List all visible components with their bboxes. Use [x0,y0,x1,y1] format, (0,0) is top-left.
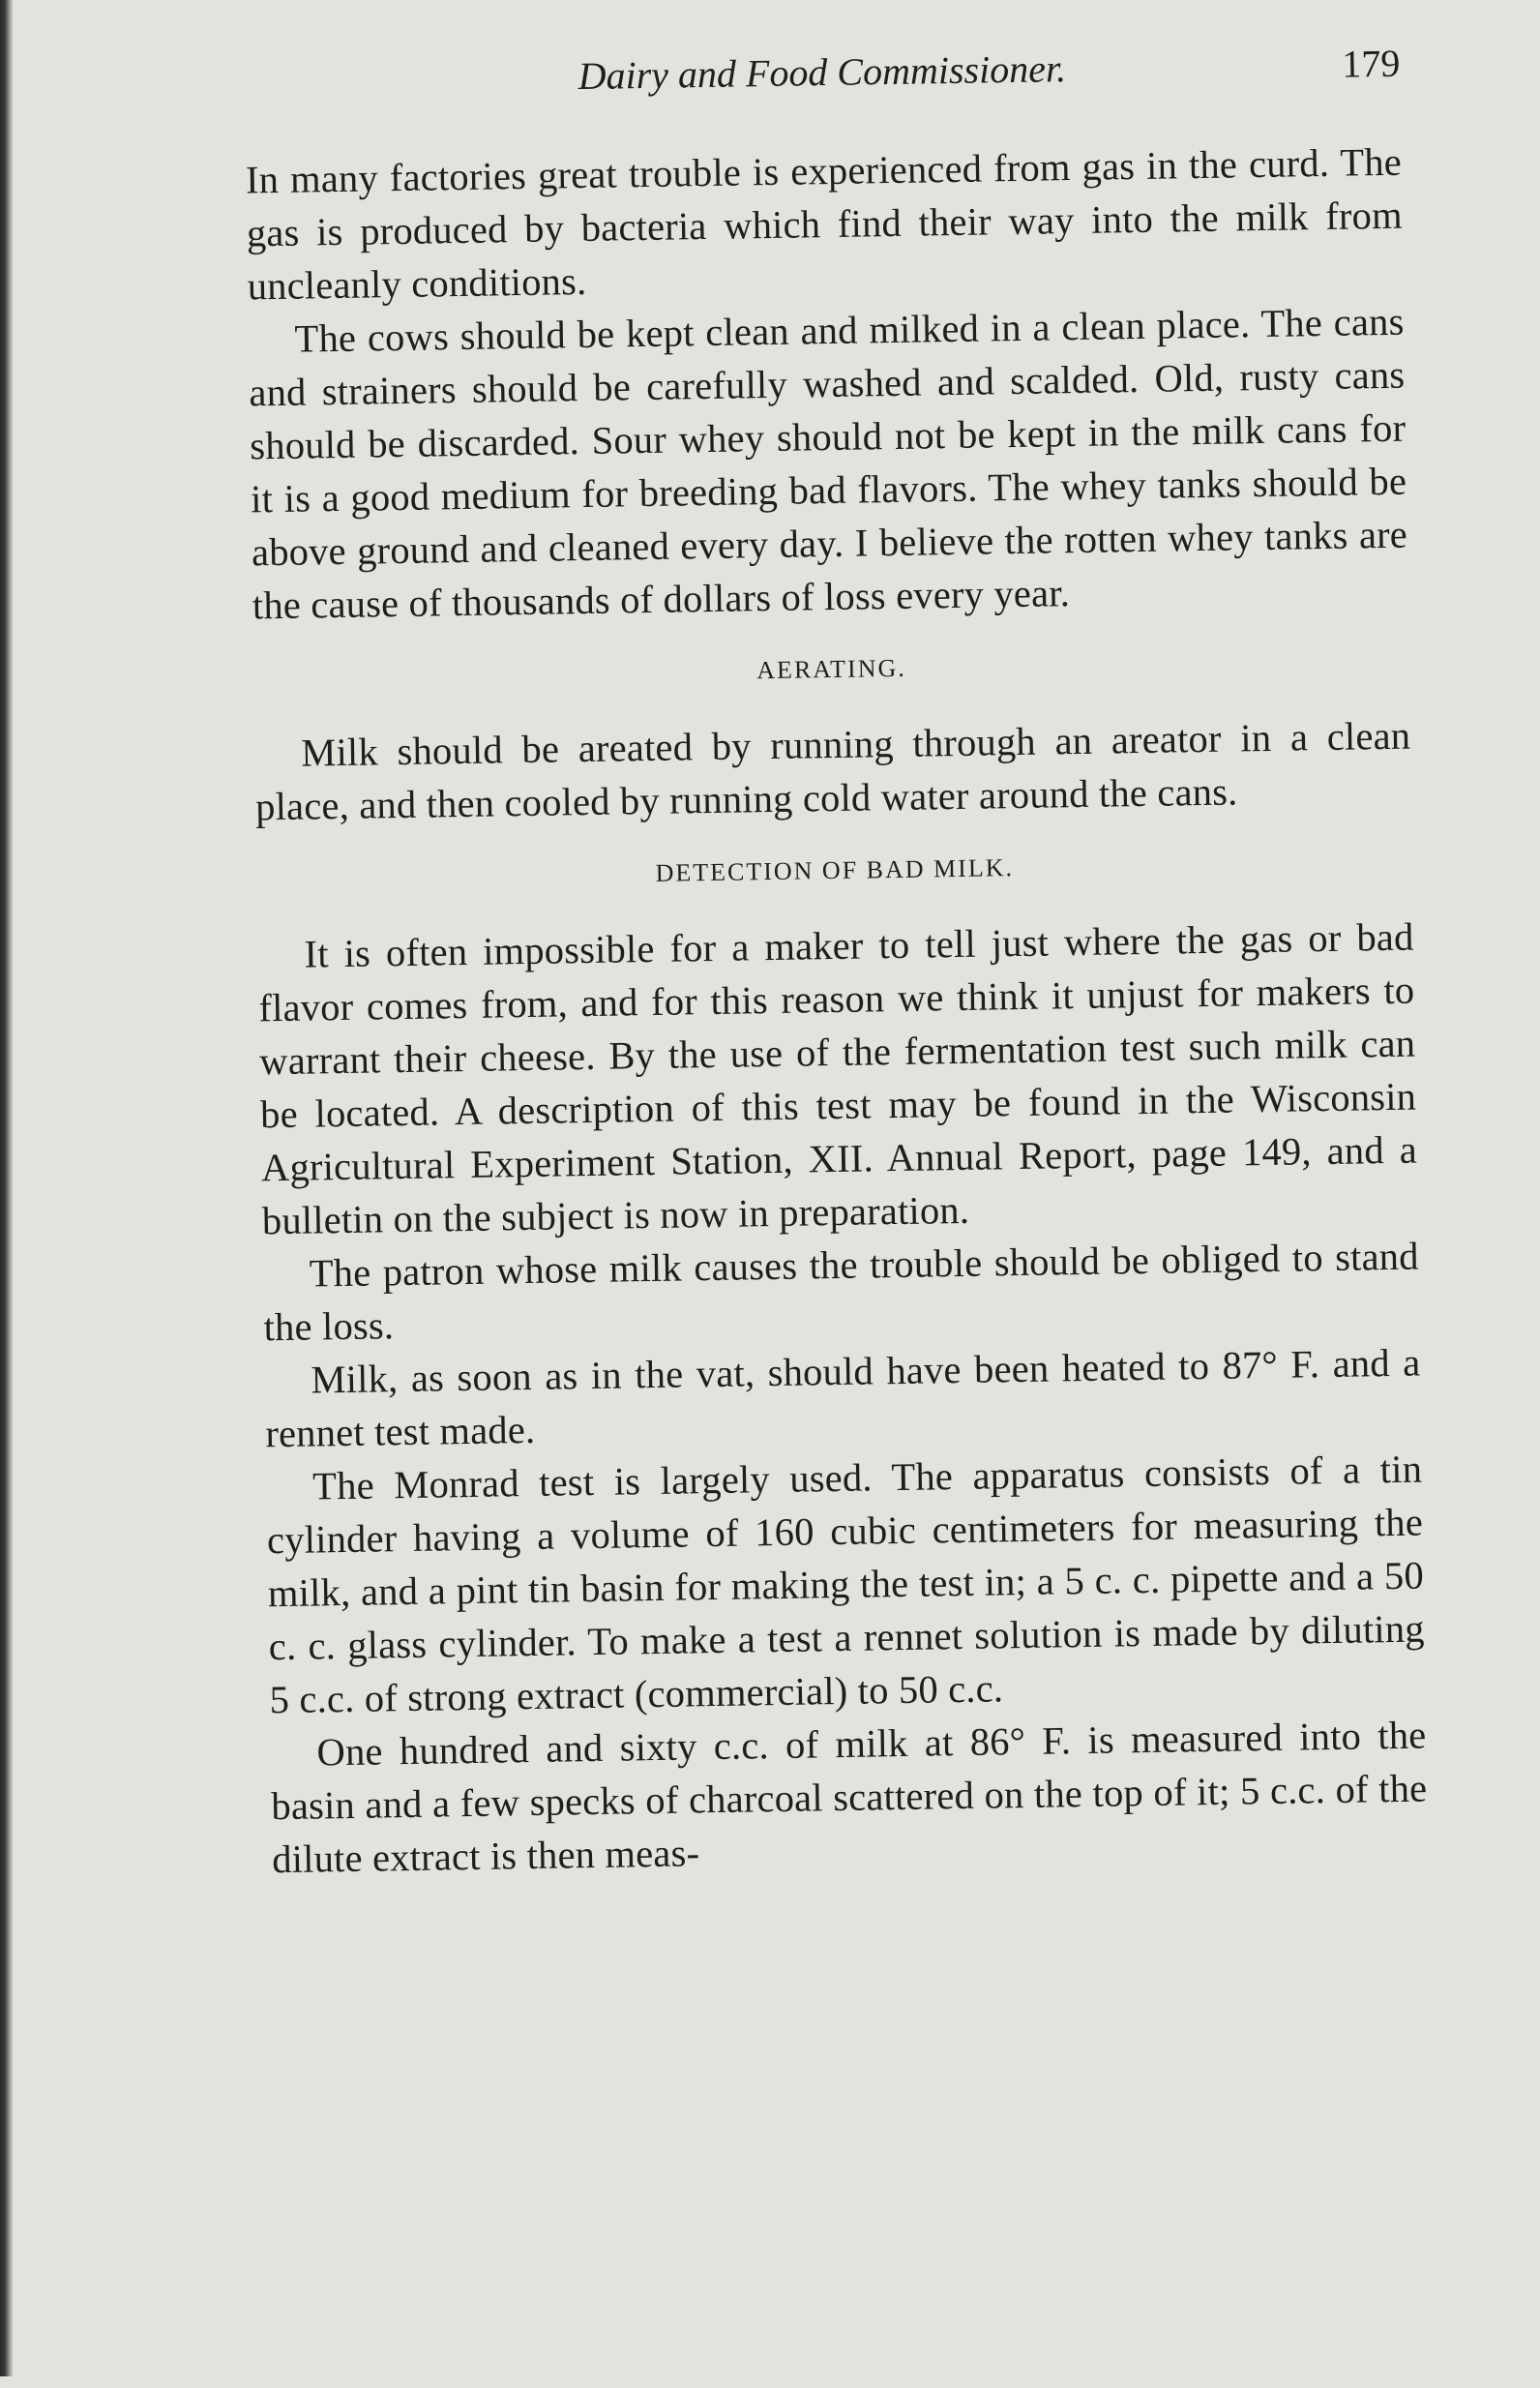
section-heading-detection-of-bad-milk: DETECTION OF BAD MILK. [655,853,1015,887]
paragraph: The cows should be kept clean and milked in a clean place. The cans and strainers should be carefully washed and scalded. Old, rusty cans should be discarded. Sour whey should not be kept in the milk cans for it is a good medium for breeding bad flavors. The whey tanks should be above ground and cleaned every day. I believe the rotten whey tanks are the cause of thousands of dollars of loss every year. [249,299,1408,628]
page-body [246,135,1429,1887]
paragraph: Milk, as soon as in the vat, should have been heated to 87° F. and a rennet test made. [265,1340,1421,1456]
page-header [244,41,1401,117]
paragraph: One hundred and sixty c.c. of milk at 86° F. is measured into the basin and a few specks of charcoal scattered on the top of it; 5 c.c. of the dilute extract is then meas- [271,1713,1428,1882]
running-title: Dairy and Food Commissioner. [578,46,1067,99]
paragraph: The patron whose milk causes the trouble should be obliged to stand the loss. [263,1234,1419,1350]
paragraph: In many factories great trouble is experienced from gas in the curd. The gas is produced by bacteria which find their way into the milk from uncleanly conditions. [245,139,1404,309]
section-heading-aerating: AERATING. [756,653,906,685]
paragraph: Milk should be areated by running through an areator in a clean place, and then cooled by running cold water around the cans. [254,713,1411,829]
page-number: 179 [1341,41,1401,86]
paragraph: The Monrad test is largely used. The apparatus consists of a tin cylinder having a volume of 160 cubic centimeters for measuring the milk, and a pint tin basin for making the test in; a 5 c. c. pipette and a 50 c. c. glass cylinder. To make a test a rennet solution is made by diluting 5 c.c. of strong extract (commercial) to 50 c.c. [266,1447,1426,1722]
paragraph: It is often impossible for a maker to tell just where the gas or bad flavor comes from, and for this reason we think it unjust for makers to warrant their cheese. By the use of the fermentation test such milk can be located. A description of this test may be found in the Wisconsin Agricultural Experiment Station, XII. Annual Report, page 149, and a bulletin on the subject is now in preparation. [258,914,1418,1243]
